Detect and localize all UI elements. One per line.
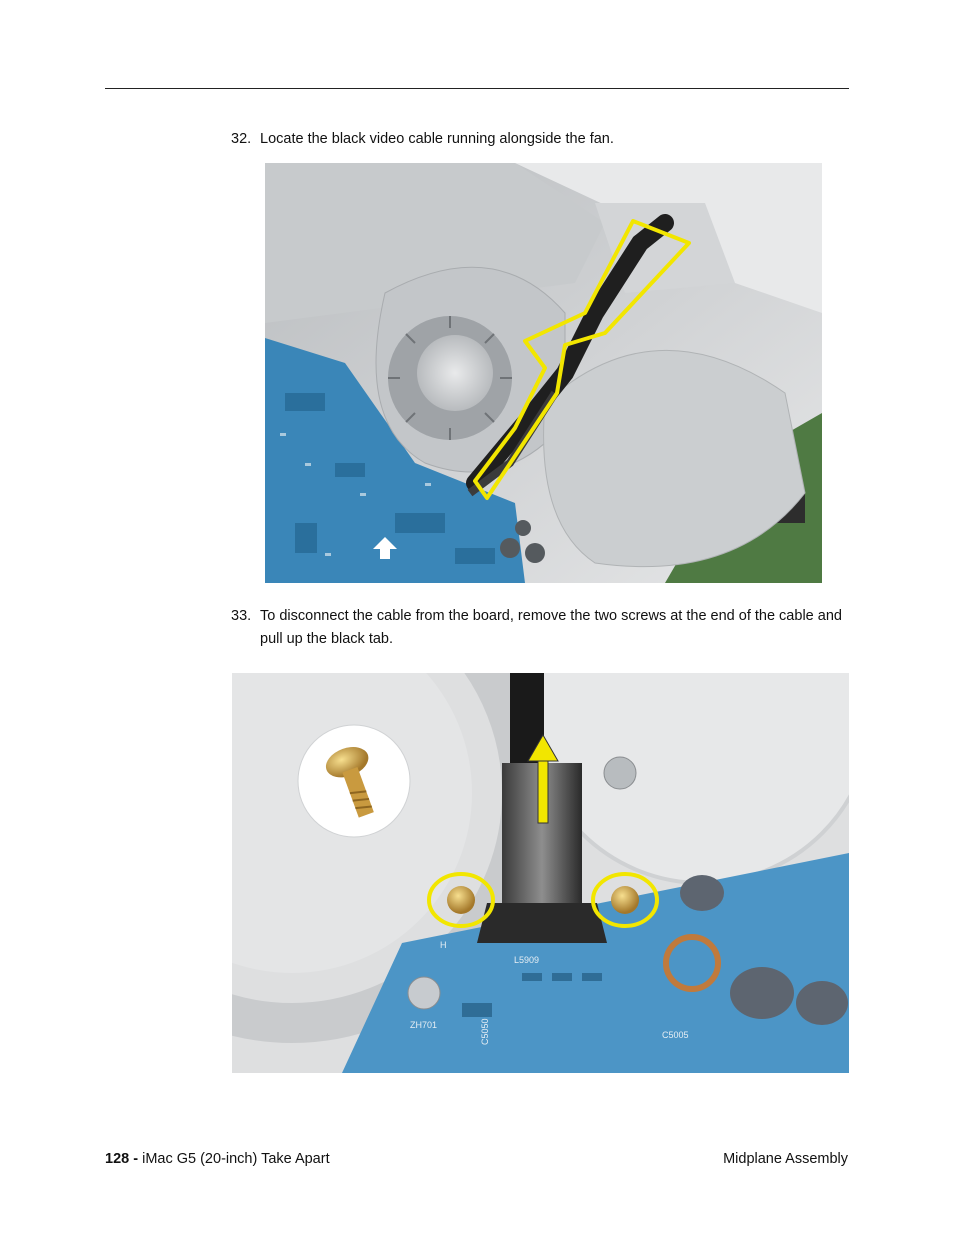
- label-c5005: C5005: [662, 1030, 689, 1040]
- label-c5050: C5050: [480, 1018, 490, 1045]
- footer-left: [105, 1151, 330, 1167]
- photo-fan-video-cable: [265, 163, 822, 583]
- label-h: H: [440, 940, 447, 950]
- label-l5909: L5909: [514, 955, 540, 965]
- footer-section: Midplane Assembly: [723, 1151, 848, 1167]
- step-text: Locate the black video cable running alongside the fan.: [260, 131, 614, 147]
- page-number: 128 -: [105, 1151, 139, 1167]
- header-rule: [105, 88, 849, 89]
- step-number: 33.: [231, 608, 252, 624]
- step-text: To disconnect the cable from the board, remove the two screws at the end of the cable and pull up the black tab.: [260, 608, 842, 647]
- label-zh701: ZH701: [410, 1020, 438, 1030]
- photo-cable-screws: [232, 673, 849, 1073]
- doc-title: iMac G5 (20-inch) Take Apart: [142, 1151, 330, 1167]
- step-number: 32.: [231, 131, 252, 147]
